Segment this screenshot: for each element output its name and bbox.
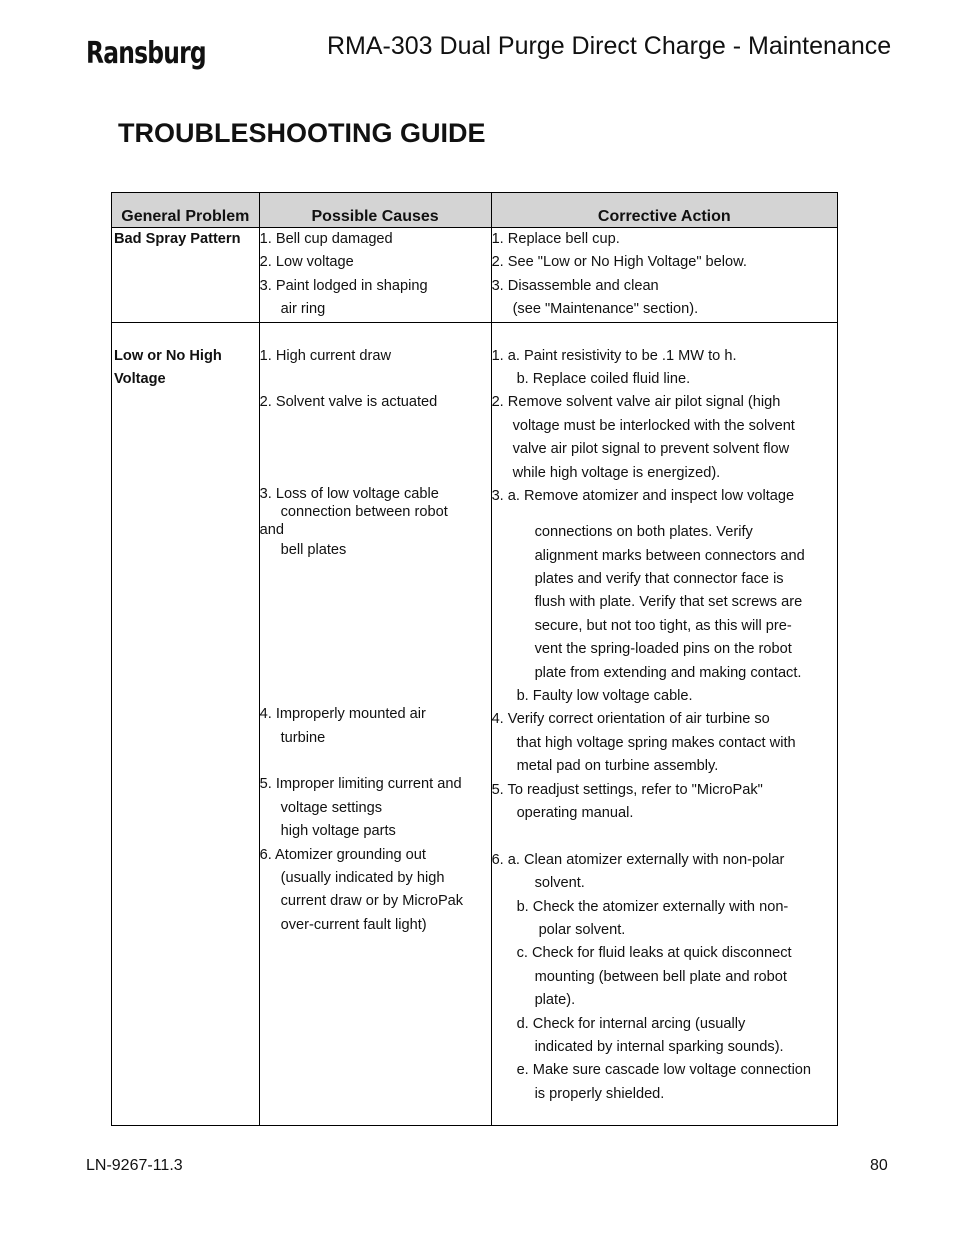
cause-line: 1. High current draw <box>259 347 392 364</box>
cause-line: and <box>259 521 284 538</box>
page-heading: TROUBLESHOOTING GUIDE <box>118 118 486 148</box>
problem-label: Bad Spray Pattern <box>114 231 241 247</box>
action-line: alignment marks between connectors and <box>534 547 805 564</box>
action-line: indicated by internal sparking sounds). <box>534 1038 784 1055</box>
cause-line: high voltage parts <box>280 823 396 840</box>
action-line: 2. See "Low or No High Voltage" below. <box>491 254 747 271</box>
action-line: 1. a. Paint resistivity to be .1 MW to h. <box>491 347 737 364</box>
cause-line: air ring <box>280 301 326 318</box>
document-number: LN-9267-11.3 <box>86 1157 183 1174</box>
action-line: solvent. <box>534 875 585 892</box>
action-line: connections on both plates. Verify <box>534 524 753 541</box>
action-line: polar solvent. <box>538 921 626 938</box>
page-number: 80 <box>870 1157 888 1174</box>
action-line: mounting (between bell plate and robot <box>534 968 787 985</box>
action-line: plate from extending and making contact. <box>534 664 802 681</box>
cause-line: 1. Bell cup damaged <box>259 231 393 247</box>
problem-cell <box>112 322 260 1125</box>
action-line: plates and verify that connector face is <box>534 571 784 588</box>
cause-line: connection between robot <box>280 504 448 521</box>
actions-cell <box>491 322 837 1125</box>
column-header-corrective-action: Corrective Action <box>491 193 837 228</box>
causes-cell <box>259 322 491 1125</box>
causes-cell <box>259 228 491 323</box>
table-row <box>112 228 838 323</box>
action-line: while high voltage is energized). <box>512 464 721 481</box>
cause-line: 5. Improper limiting current and <box>259 776 462 793</box>
action-line: c. Check for fluid leaks at quick disconnect <box>516 945 792 962</box>
action-line: flush with plate. Verify that set screws are <box>534 594 803 611</box>
action-line: 1. Replace bell cup. <box>491 231 620 247</box>
action-line: 3. a. Remove atomizer and inspect low voltage <box>491 487 795 504</box>
document-title: RMA-303 Dual Purge Direct Charge - Maintenance <box>327 32 892 60</box>
action-line: valve air pilot signal to prevent solvent flow <box>512 441 790 458</box>
action-line: operating manual. <box>516 804 634 821</box>
table-header-row <box>112 193 838 228</box>
action-line: vent the spring-loaded pins on the robot <box>534 641 792 658</box>
action-line: plate). <box>534 992 576 1009</box>
column-header-possible-causes: Possible Causes <box>259 193 491 228</box>
action-line: d. Check for internal arcing (usually <box>516 1015 746 1032</box>
cause-line: 3. Loss of low voltage cable <box>259 485 439 502</box>
problem-label: Low or No High <box>114 347 222 364</box>
cause-line: 2. Solvent valve is actuated <box>259 394 438 411</box>
action-line: 4. Verify correct orientation of air turbine so <box>491 711 770 728</box>
problem-cell <box>112 228 260 323</box>
troubleshooting-table <box>111 192 838 1126</box>
action-line: metal pad on turbine assembly. <box>516 758 719 775</box>
table-row <box>112 322 838 1125</box>
cause-line: 2. Low voltage <box>259 254 354 271</box>
cause-line: 4. Improperly mounted air <box>259 706 426 723</box>
cause-line: over-current fault light) <box>280 916 427 933</box>
action-line: b. Check the atomizer externally with non- <box>516 898 789 915</box>
action-line: e. Make sure cascade low voltage connection <box>516 1062 812 1079</box>
problem-label: Voltage <box>114 370 166 387</box>
action-line: b. Faulty low voltage cable. <box>516 688 693 705</box>
cause-line: bell plates <box>280 542 347 559</box>
cause-line: 3. Paint lodged in shaping <box>259 277 428 294</box>
action-line: 5. To readjust settings, refer to "MicroPak" <box>491 781 763 798</box>
cause-line: 6. Atomizer grounding out <box>259 846 426 863</box>
action-line: b. Replace coiled fluid line. <box>516 370 691 387</box>
action-line: that high voltage spring makes contact with <box>516 734 796 751</box>
action-line: voltage must be interlocked with the solvent <box>512 417 795 434</box>
column-header-general-problem: General Problem <box>112 193 260 228</box>
ransburg-logo: Ransburg <box>86 36 206 71</box>
action-line: (see "Maintenance" section). <box>512 301 699 318</box>
action-line: is properly shielded. <box>534 1085 665 1102</box>
action-line: 3. Disassemble and clean <box>491 277 659 294</box>
action-line: 6. a. Clean atomizer externally with non-polar <box>491 851 785 868</box>
cause-line: (usually indicated by high <box>280 869 445 886</box>
cause-line: current draw or by MicroPak <box>280 893 464 910</box>
cause-line: turbine <box>280 729 326 746</box>
actions-cell <box>491 228 837 323</box>
action-line: 2. Remove solvent valve air pilot signal (high <box>491 394 781 411</box>
action-line: secure, but not too tight, as this will pre- <box>534 617 792 634</box>
cause-line: voltage settings <box>280 799 383 816</box>
